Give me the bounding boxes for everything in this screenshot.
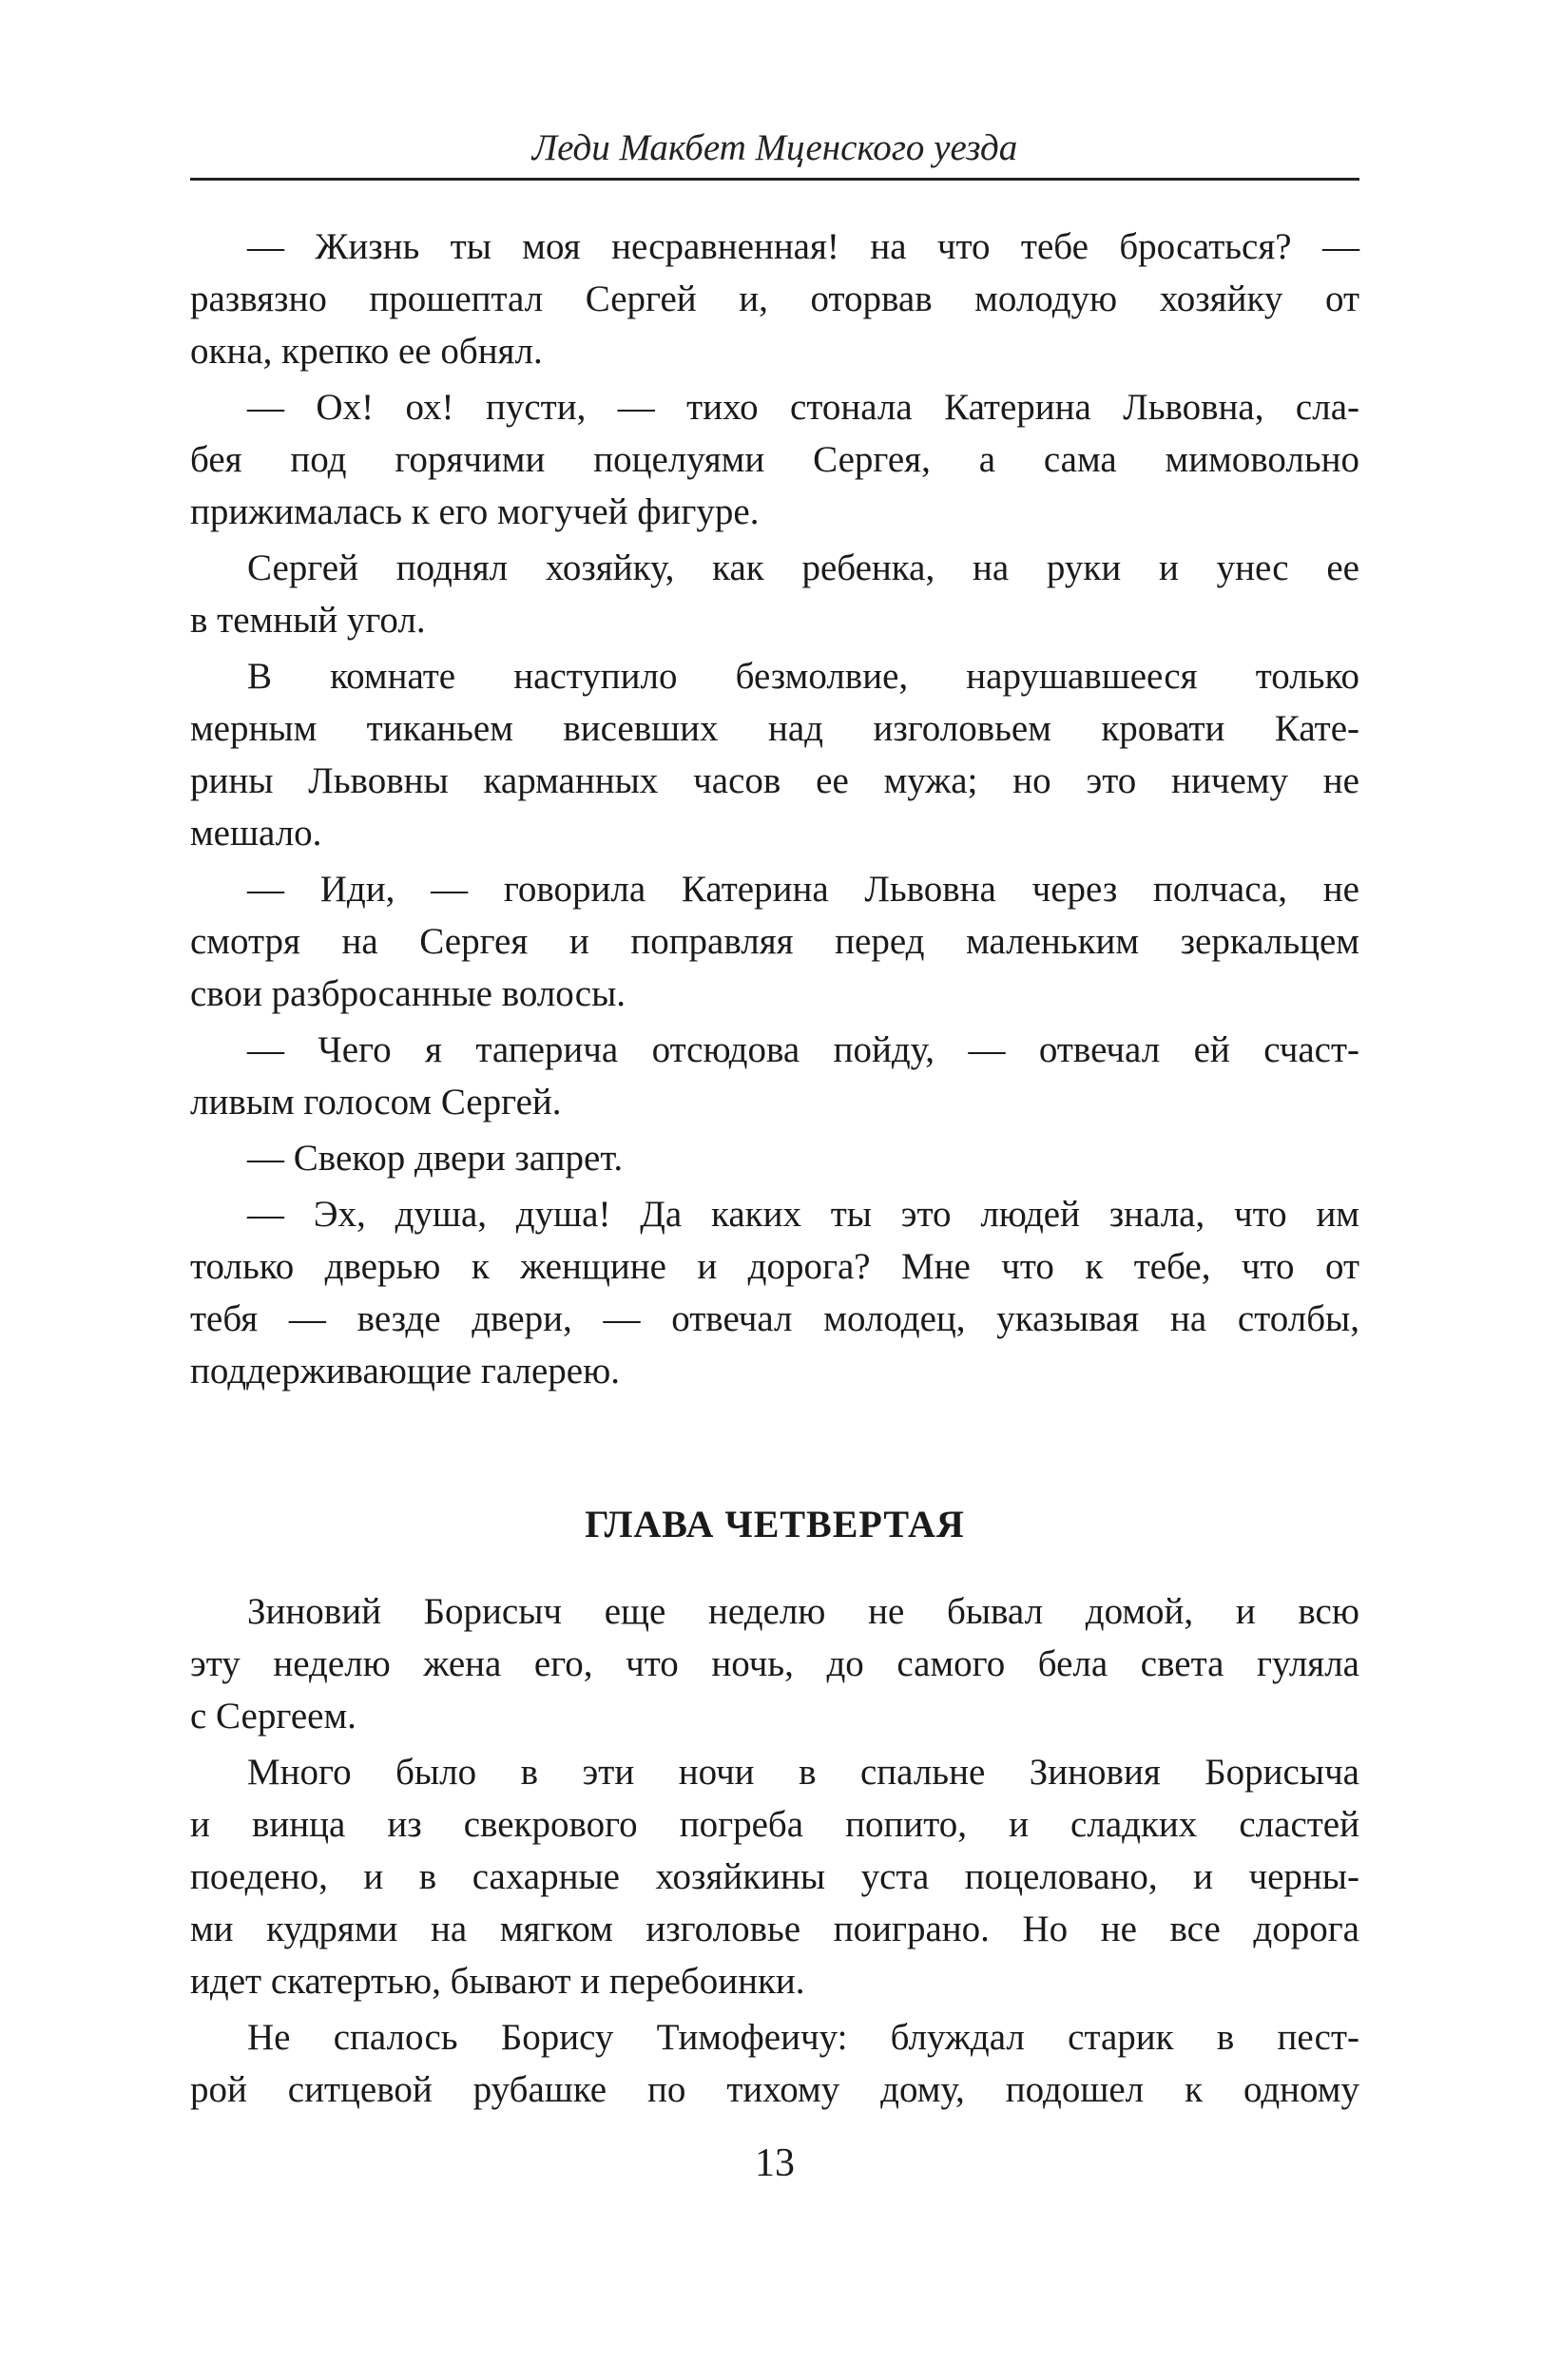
header-rule (190, 178, 1359, 181)
text-line: эту неделю жена его, что ночь, до самого бела света гуляла (190, 1643, 1359, 1684)
text-line: свои разбросанные волосы. (190, 973, 626, 1014)
text-line: — Чего я таперича отсюдова пойду, — отвечал ей счаст- (247, 1029, 1359, 1070)
paragraph (190, 1746, 1359, 2007)
text-line: мерным тиканьем висевших над изголовьем кровати Кате- (190, 708, 1359, 749)
text-line: поддерживающие галерею. (190, 1351, 620, 1392)
text-line: смотря на Сергея и поправляя перед маленьким зеркальцем (190, 921, 1359, 962)
text-line: мешало. (190, 813, 322, 854)
chapter-title: ГЛАВА ЧЕТВЕРТАЯ (585, 1503, 965, 1545)
text-line: Сергей поднял хозяйку, как ребенка, на руки и унес ее (247, 547, 1359, 588)
text-line: ми кудрями на мягком изголовье поиграно. Но не все дорога (190, 1909, 1359, 1949)
text-line: прижималась к его могучей фигуре. (190, 491, 760, 532)
running-header: Леди Макбет Мценского уезда (531, 127, 1018, 168)
paragraph (190, 1132, 1359, 1184)
paragraph (190, 1024, 1359, 1128)
text-line: в темный угол. (190, 600, 426, 641)
text-line: В комнате наступило безмолвие, нарушавшееся только (247, 656, 1359, 697)
paragraph (190, 542, 1359, 646)
text-line: тебя — везде двери, — отвечал молодец, указывая на столбы, (190, 1298, 1359, 1339)
text-section-1 (190, 221, 1359, 1401)
paragraph (190, 2011, 1359, 2116)
text-line: и винца из свекрового погреба попито, и сладких сластей (190, 1804, 1359, 1845)
paragraph (190, 221, 1359, 377)
text-line: окна, крепко ее обнял. (190, 331, 543, 372)
text-line: ливым голосом Сергей. (190, 1082, 562, 1123)
text-section-2 (190, 1585, 1359, 2120)
text-line: развязно прошептал Сергей и, оторвав молодую хозяйку от (190, 278, 1359, 319)
text-line: Зиновий Борисыч еще неделю не бывал домой, и всю (247, 1591, 1359, 1632)
text-line: — Свекор двери запрет. (247, 1138, 624, 1179)
text-line: идет скатертью, бывают и перебоинки. (190, 1961, 805, 2002)
text-line: — Эх, душа, душа! Да каких ты это людей знала, что им (247, 1194, 1359, 1235)
page-number: 13 (755, 2141, 795, 2185)
text-line: — Жизнь ты моя несравненная! на что тебе бросаться? — (247, 226, 1359, 267)
text-line: бея под горячими поцелуями Сергея, а сама мимовольно (190, 439, 1359, 480)
paragraph (190, 650, 1359, 859)
paragraph (190, 1188, 1359, 1397)
text-line: поедено, и в сахарные хозяйкины уста поцеловано, и черны- (190, 1856, 1359, 1897)
text-line: с Сергеем. (190, 1696, 357, 1737)
text-line: Не спалось Борису Тимофеичу: блуждал старик в пест- (247, 2017, 1359, 2058)
text-line: Много было в эти ночи в спальне Зиновия Борисыча (247, 1752, 1359, 1793)
paragraph (190, 381, 1359, 538)
paragraph (190, 1585, 1359, 1742)
text-line: рины Львовны карманных часов ее мужа; но это ничему не (190, 760, 1359, 801)
text-line: рой ситцевой рубашке по тихому дому, подошел к одному (190, 2069, 1359, 2110)
text-line: только дверью к женщине и дорога? Мне что к тебе, что от (190, 1246, 1359, 1287)
text-line: — Иди, — говорила Катерина Львовна через полчаса, не (247, 869, 1359, 910)
text-line: — Ох! ох! пусти, — тихо стонала Катерина Львовна, сла- (247, 387, 1359, 428)
paragraph (190, 863, 1359, 1020)
